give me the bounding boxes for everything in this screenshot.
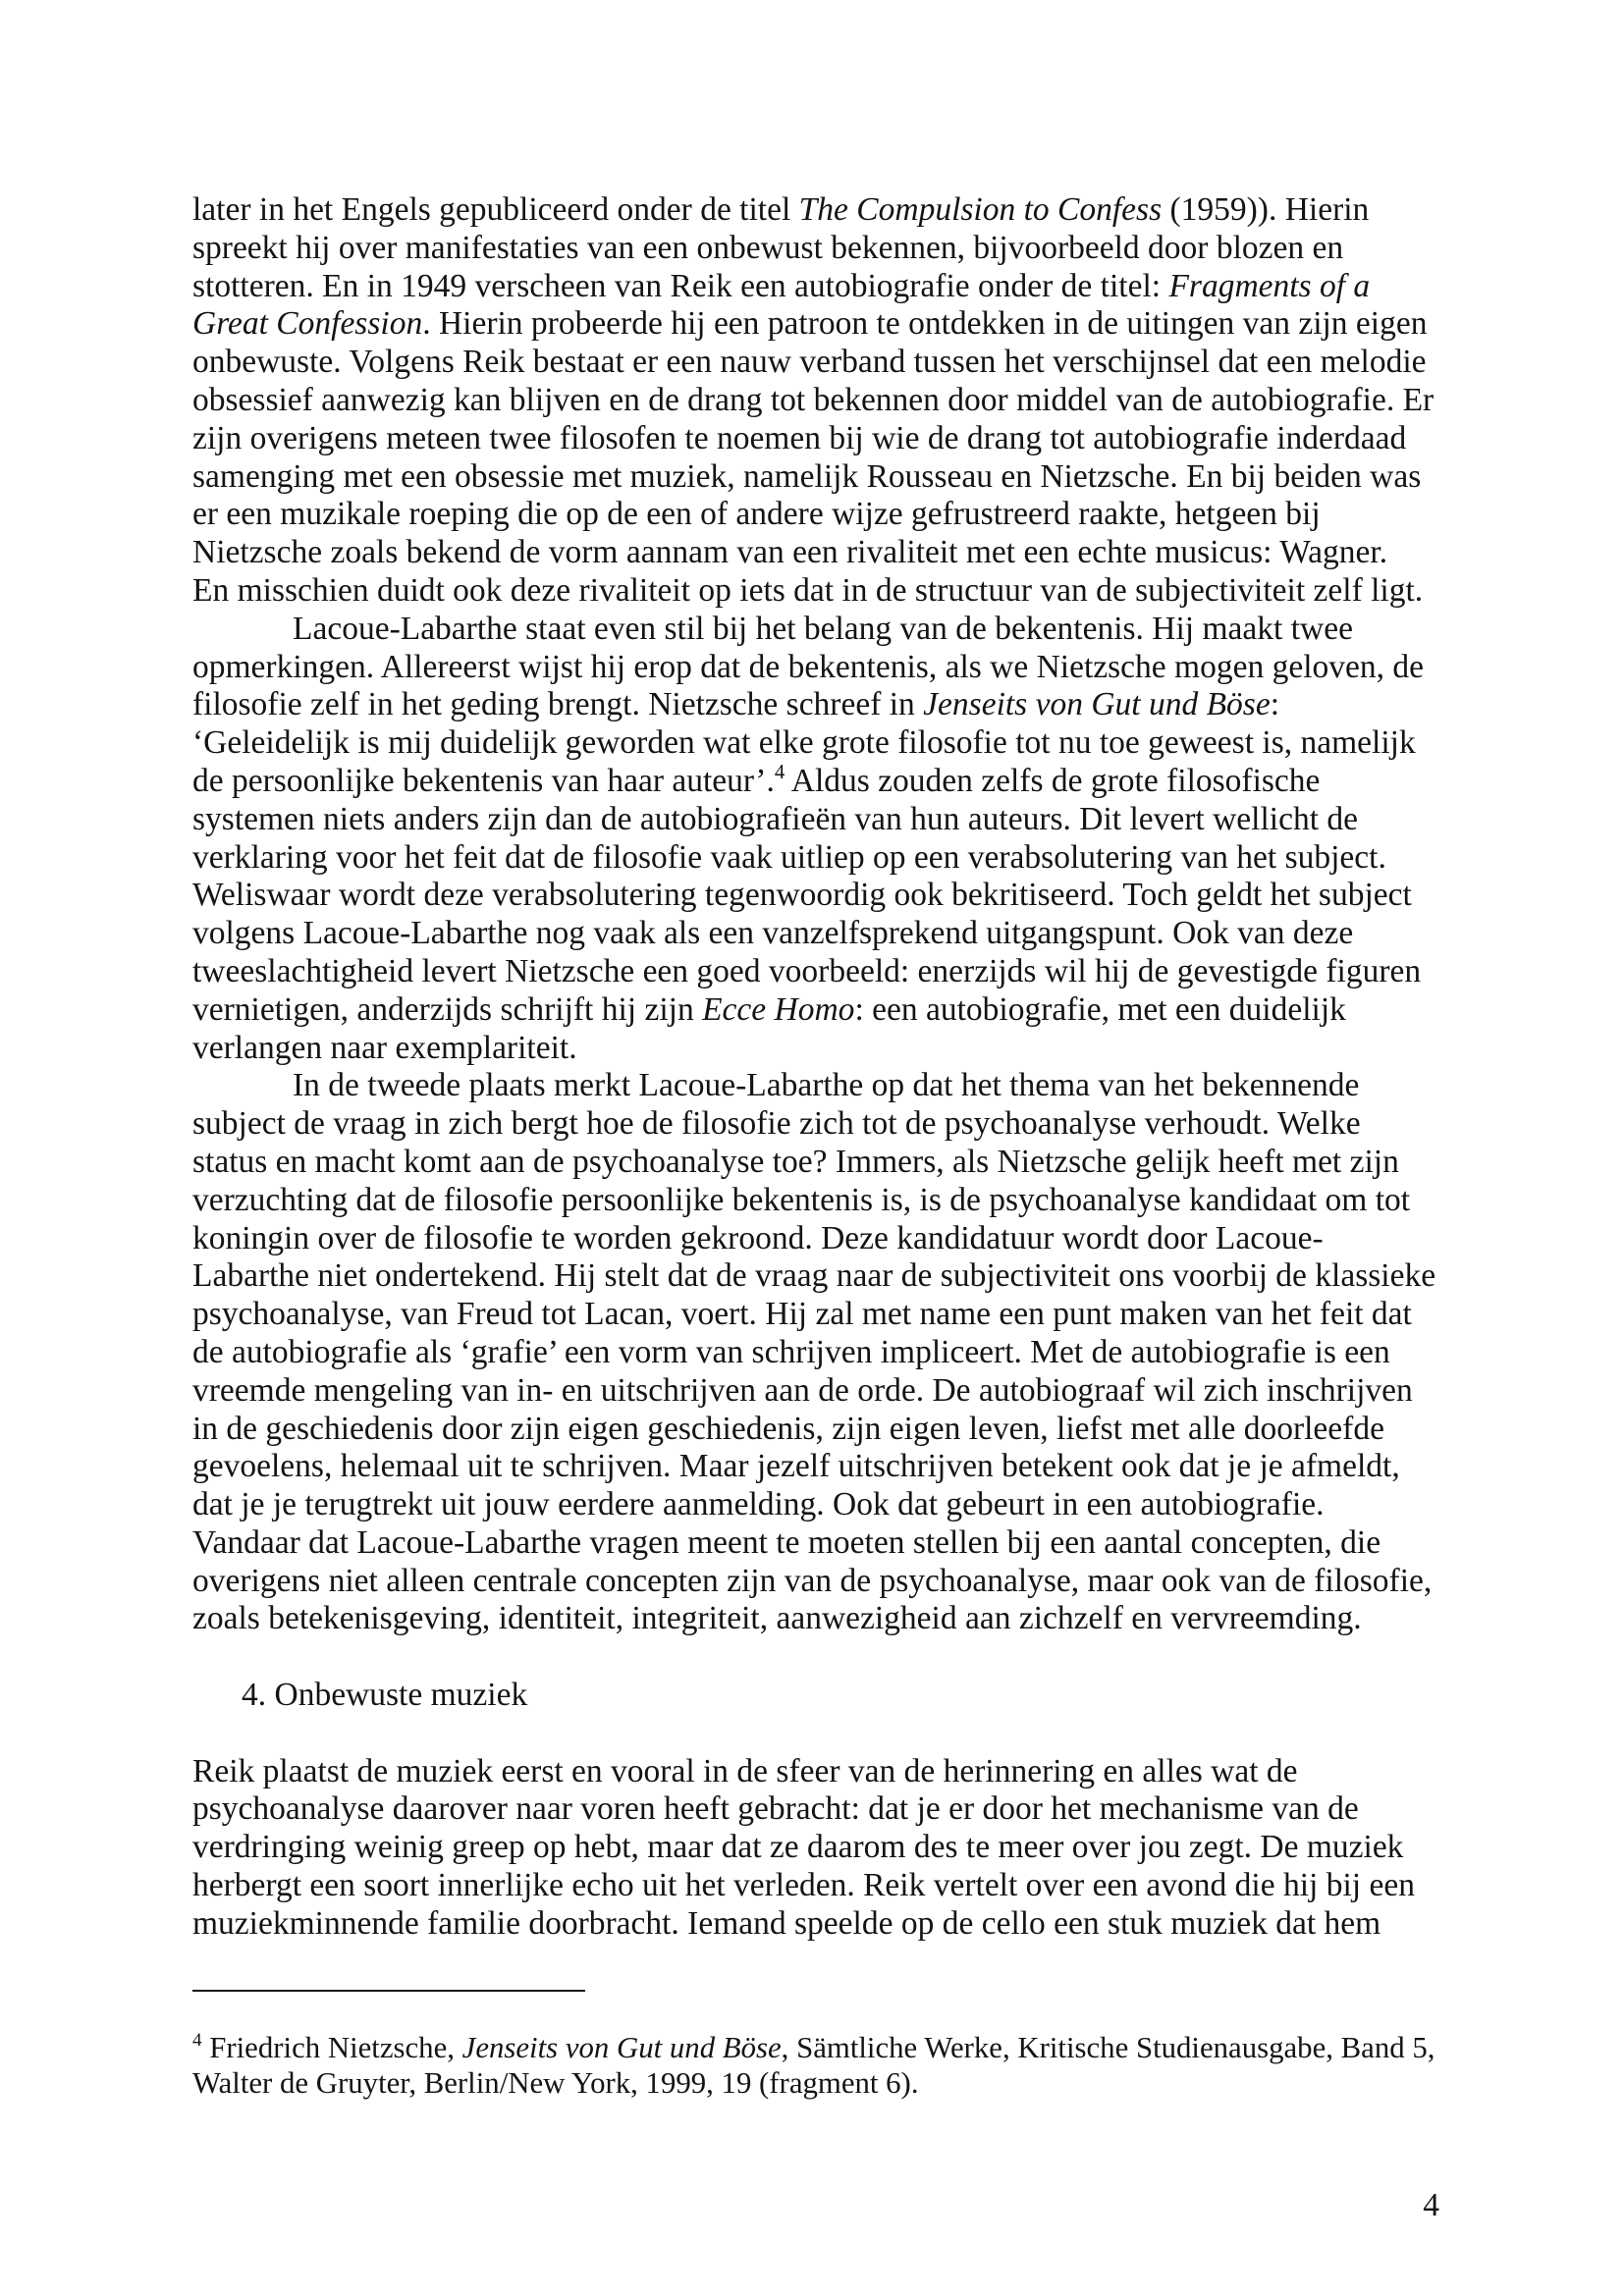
text-run: verzuchting dat de filosofie persoonlijke bekentenis is, is de psychoanalyse kandidaat om tot — [192, 1181, 1411, 1218]
text-run: later in het Engels gepubliceerd onder de titel — [192, 191, 799, 228]
italic-text-run: Great Confession — [192, 305, 423, 343]
text-run: Lacoue-Labarthe staat even stil bij het belang van de bekentenis. Hij maakt twee — [293, 610, 1353, 647]
text-run: muziekminnende familie doorbracht. Iemand speelde op de cello een stuk muziek dat hem — [192, 1904, 1381, 1942]
text-line — [192, 1067, 1469, 1105]
footnote — [192, 2031, 1469, 2101]
paragraph-spacer — [192, 1638, 1469, 1677]
text-line — [192, 801, 1469, 839]
text-line — [192, 915, 1469, 953]
text-line — [192, 1829, 1469, 1867]
text-line — [192, 305, 1469, 344]
text-line — [192, 1790, 1469, 1829]
text-line — [192, 1905, 1469, 1944]
text-run: tweeslachtigheid levert Nietzsche een goed voorbeeld: enerzijds wil hij de gevestigde figuren — [192, 952, 1422, 989]
text-run: stotteren. En in 1949 verscheen van Reik een autobiografie onder de titel: — [192, 267, 1169, 304]
italic-text-run: Ecce Homo — [702, 990, 855, 1028]
text-run: de persoonlijke bekentenis van haar auteur’. — [192, 762, 775, 799]
footnote-marker: 4 — [192, 2030, 202, 2052]
text-line — [192, 953, 1469, 991]
text-run: psychoanalyse daarover naar voren heeft gebracht: dat je er door het mechanisme van de — [192, 1790, 1359, 1828]
text-run: koningin over de filosofie te worden gekroond. Deze kandidatuur wordt door Lacoue- — [192, 1219, 1324, 1256]
text-run: opmerkingen. Allereerst wijst hij erop dat de bekentenis, als we Nietzsche mogen geloven, de — [192, 648, 1425, 685]
paragraph — [192, 611, 1469, 1068]
text-run: Vandaar dat Lacoue-Labarthe vragen meent te moeten stellen bij een aantal concepten, die — [192, 1523, 1381, 1561]
text-line — [192, 1448, 1469, 1486]
text-run: . Hierin probeerde hij een patroon te ontdekken in de uitingen van zijn eigen — [422, 305, 1428, 343]
text-run: volgens Lacoue-Labarthe nog vaak als een vanzelfsprekend uitgangspunt. Ook van deze — [192, 915, 1354, 952]
text-line — [192, 991, 1469, 1030]
text-run: In de tweede plaats merkt Lacoue-Labarthe op dat het thema van het bekennende — [293, 1067, 1360, 1104]
text-run: subject de vraag in zich bergt hoe de filosofie zich tot de psychoanalyse verhoudt. Welke — [192, 1105, 1361, 1143]
text-line — [192, 1867, 1469, 1905]
text-line — [192, 420, 1469, 458]
text-line — [192, 724, 1469, 763]
text-run: En misschien duidt ook deze rivaliteit op iets dat in de structuur van de subjectiviteit zelf ligt. — [192, 571, 1424, 609]
text-line — [192, 458, 1469, 497]
text-line — [192, 268, 1469, 306]
text-run: Nietzsche zoals bekend de vorm aannam van een rivaliteit met een echte musicus: Wagner. — [192, 534, 1388, 571]
italic-text-run: Jenseits von Gut und Böse — [461, 2031, 782, 2064]
text-line — [192, 1144, 1469, 1182]
paragraph — [192, 1753, 1469, 1944]
text-line — [192, 230, 1469, 268]
text-line — [192, 1105, 1469, 1144]
text-run: psychoanalyse, van Freud tot Lacan, voert. Hij zal met name een punt maken van het feit dat — [192, 1296, 1412, 1333]
text-run: herbergt een soort innerlijke echo uit het verleden. Reik vertelt over een avond die hij bij een — [192, 1867, 1415, 1904]
footnote-marker: 4 — [774, 761, 785, 784]
footnote-separator — [192, 1990, 585, 1992]
text-run: Friedrich Nietzsche, — [201, 2031, 462, 2064]
paragraph-spacer — [192, 1715, 1469, 1753]
paragraph — [192, 191, 1469, 611]
italic-text-run: Jenseits von Gut und Böse — [923, 686, 1271, 723]
text-run: : — [1270, 686, 1280, 723]
text-run: , Sämtliche Werke, Kritische Studienausgabe, Band 5, — [781, 2031, 1435, 2064]
footnotes — [192, 2031, 1469, 2101]
text-run: status en macht komt aan de psychoanalyse toe? Immers, als Nietzsche gelijk heeft met zijn — [192, 1143, 1399, 1180]
text-line — [192, 649, 1469, 687]
paragraph — [192, 1067, 1469, 1638]
text-run: in de geschiedenis door zijn eigen geschiedenis, zijn eigen leven, liefst met alle doorleefde — [192, 1410, 1384, 1447]
text-run: obsessief aanwezig kan blijven en de drang tot bekennen door middel van de autobiografie. Er — [192, 381, 1435, 418]
text-run: Reik plaatst de muziek eerst en vooral in de sfeer van de herinnering en alles wat de — [192, 1752, 1298, 1789]
text-line — [192, 496, 1469, 534]
body-text — [192, 191, 1469, 1944]
text-line — [192, 2031, 1469, 2066]
text-line — [192, 1030, 1469, 1068]
text-run: Aldus zouden zelfs de grote filosofische — [785, 762, 1321, 799]
text-line — [192, 534, 1469, 572]
text-run: verdringing weinig greep op hebt, maar dat ze daarom des te meer over jou zegt. De muziek — [192, 1829, 1404, 1866]
text-run: : een autobiografie, met een duidelijk — [854, 990, 1346, 1028]
text-run: Weliswaar wordt deze verabsolutering tegenwoordig ook bekritiseerd. Toch geldt het subject — [192, 877, 1412, 914]
text-line — [192, 191, 1469, 230]
text-run: er een muzikale roeping die op de een of andere wijze gefrustreerd raakte, hetgeen bij — [192, 496, 1321, 533]
text-line — [192, 1220, 1469, 1258]
text-run: Walter de Gruyter, Berlin/New York, 1999, 19 (fragment 6). — [192, 2065, 919, 2100]
text-line — [192, 763, 1469, 801]
text-run: zijn overigens meteen twee filosofen te noemen bij wie de drang tot autobiografie inderdaad — [192, 419, 1407, 456]
text-run: (1959)). Hierin — [1162, 191, 1370, 228]
text-line — [192, 1182, 1469, 1220]
text-run: verklaring voor het feit dat de filosofie vaak uitliep op een verabsolutering van het subject. — [192, 838, 1386, 876]
text-run: onbewuste. Volgens Reik bestaat er een nauw verband tussen het verschijnsel dat een melodie — [192, 344, 1427, 381]
text-run: filosofie zelf in het geding brengt. Nietzsche schreef in — [192, 686, 924, 723]
text-line — [192, 1372, 1469, 1411]
text-line — [192, 1524, 1469, 1563]
text-line — [192, 1486, 1469, 1524]
italic-text-run: The Compulsion to Confess — [798, 191, 1163, 228]
section-heading: 4. Onbewuste muziek — [242, 1677, 528, 1714]
text-line — [192, 572, 1469, 611]
text-line — [192, 1563, 1469, 1601]
text-line — [192, 1257, 1469, 1296]
text-run: Labarthe niet ondertekend. Hij stelt dat de vraag naar de subjectiviteit ons voorbij de klassieke — [192, 1257, 1436, 1295]
text-run: dat je je terugtrekt uit jouw eerdere aanmelding. Ook dat gebeurt in een autobiografie. — [192, 1486, 1325, 1523]
text-line — [192, 839, 1469, 878]
text-line — [192, 2066, 1469, 2102]
text-line — [192, 1411, 1469, 1449]
text-run: ‘Geleidelijk is mij duidelijk geworden wat elke grote filosofie tot nu toe geweest is, namelijk — [192, 724, 1416, 762]
text-line — [192, 1296, 1469, 1334]
page-number: 4 — [1423, 2187, 1439, 2223]
text-run: zoals betekenisgeving, identiteit, integriteit, aanwezigheid aan zichzelf en vervreemding. — [192, 1600, 1362, 1637]
text-run: samenging met een obsessie met muziek, namelijk Rousseau en Nietzsche. En bij beiden was — [192, 457, 1422, 495]
text-line — [192, 611, 1469, 649]
text-run: spreekt hij over manifestaties van een onbewust bekennen, bijvoorbeeld door blozen en — [192, 229, 1344, 266]
text-line — [192, 382, 1469, 420]
text-line — [192, 344, 1469, 382]
text-run: gevoelens, helemaal uit te schrijven. Maar jezelf uitschrijven betekent ook dat je je afmeldt, — [192, 1448, 1400, 1485]
text-run: overigens niet alleen centrale concepten zijn van de psychoanalyse, maar ook van de filosofie, — [192, 1562, 1433, 1599]
text-line — [192, 1753, 1469, 1791]
text-line — [192, 1334, 1469, 1372]
text-run: systemen niets anders zijn dan de autobiografieën van hun auteurs. Dit levert wellicht de — [192, 800, 1359, 837]
text-line — [192, 686, 1469, 724]
text-run: vreemde mengeling van in- en uitschrijven aan de orde. De autobiograaf wil zich inschrijven — [192, 1371, 1413, 1409]
text-run: vernietigen, anderzijds schrijft hij zijn — [192, 990, 703, 1028]
text-line — [192, 1600, 1469, 1638]
italic-text-run: Fragments of a — [1168, 267, 1371, 304]
text-run: verlangen naar exemplariteit. — [192, 1029, 577, 1066]
text-line — [192, 877, 1469, 915]
text-run: de autobiografie als ‘grafie’ een vorm van schrijven impliceert. Met de autobiografie is een — [192, 1333, 1390, 1370]
